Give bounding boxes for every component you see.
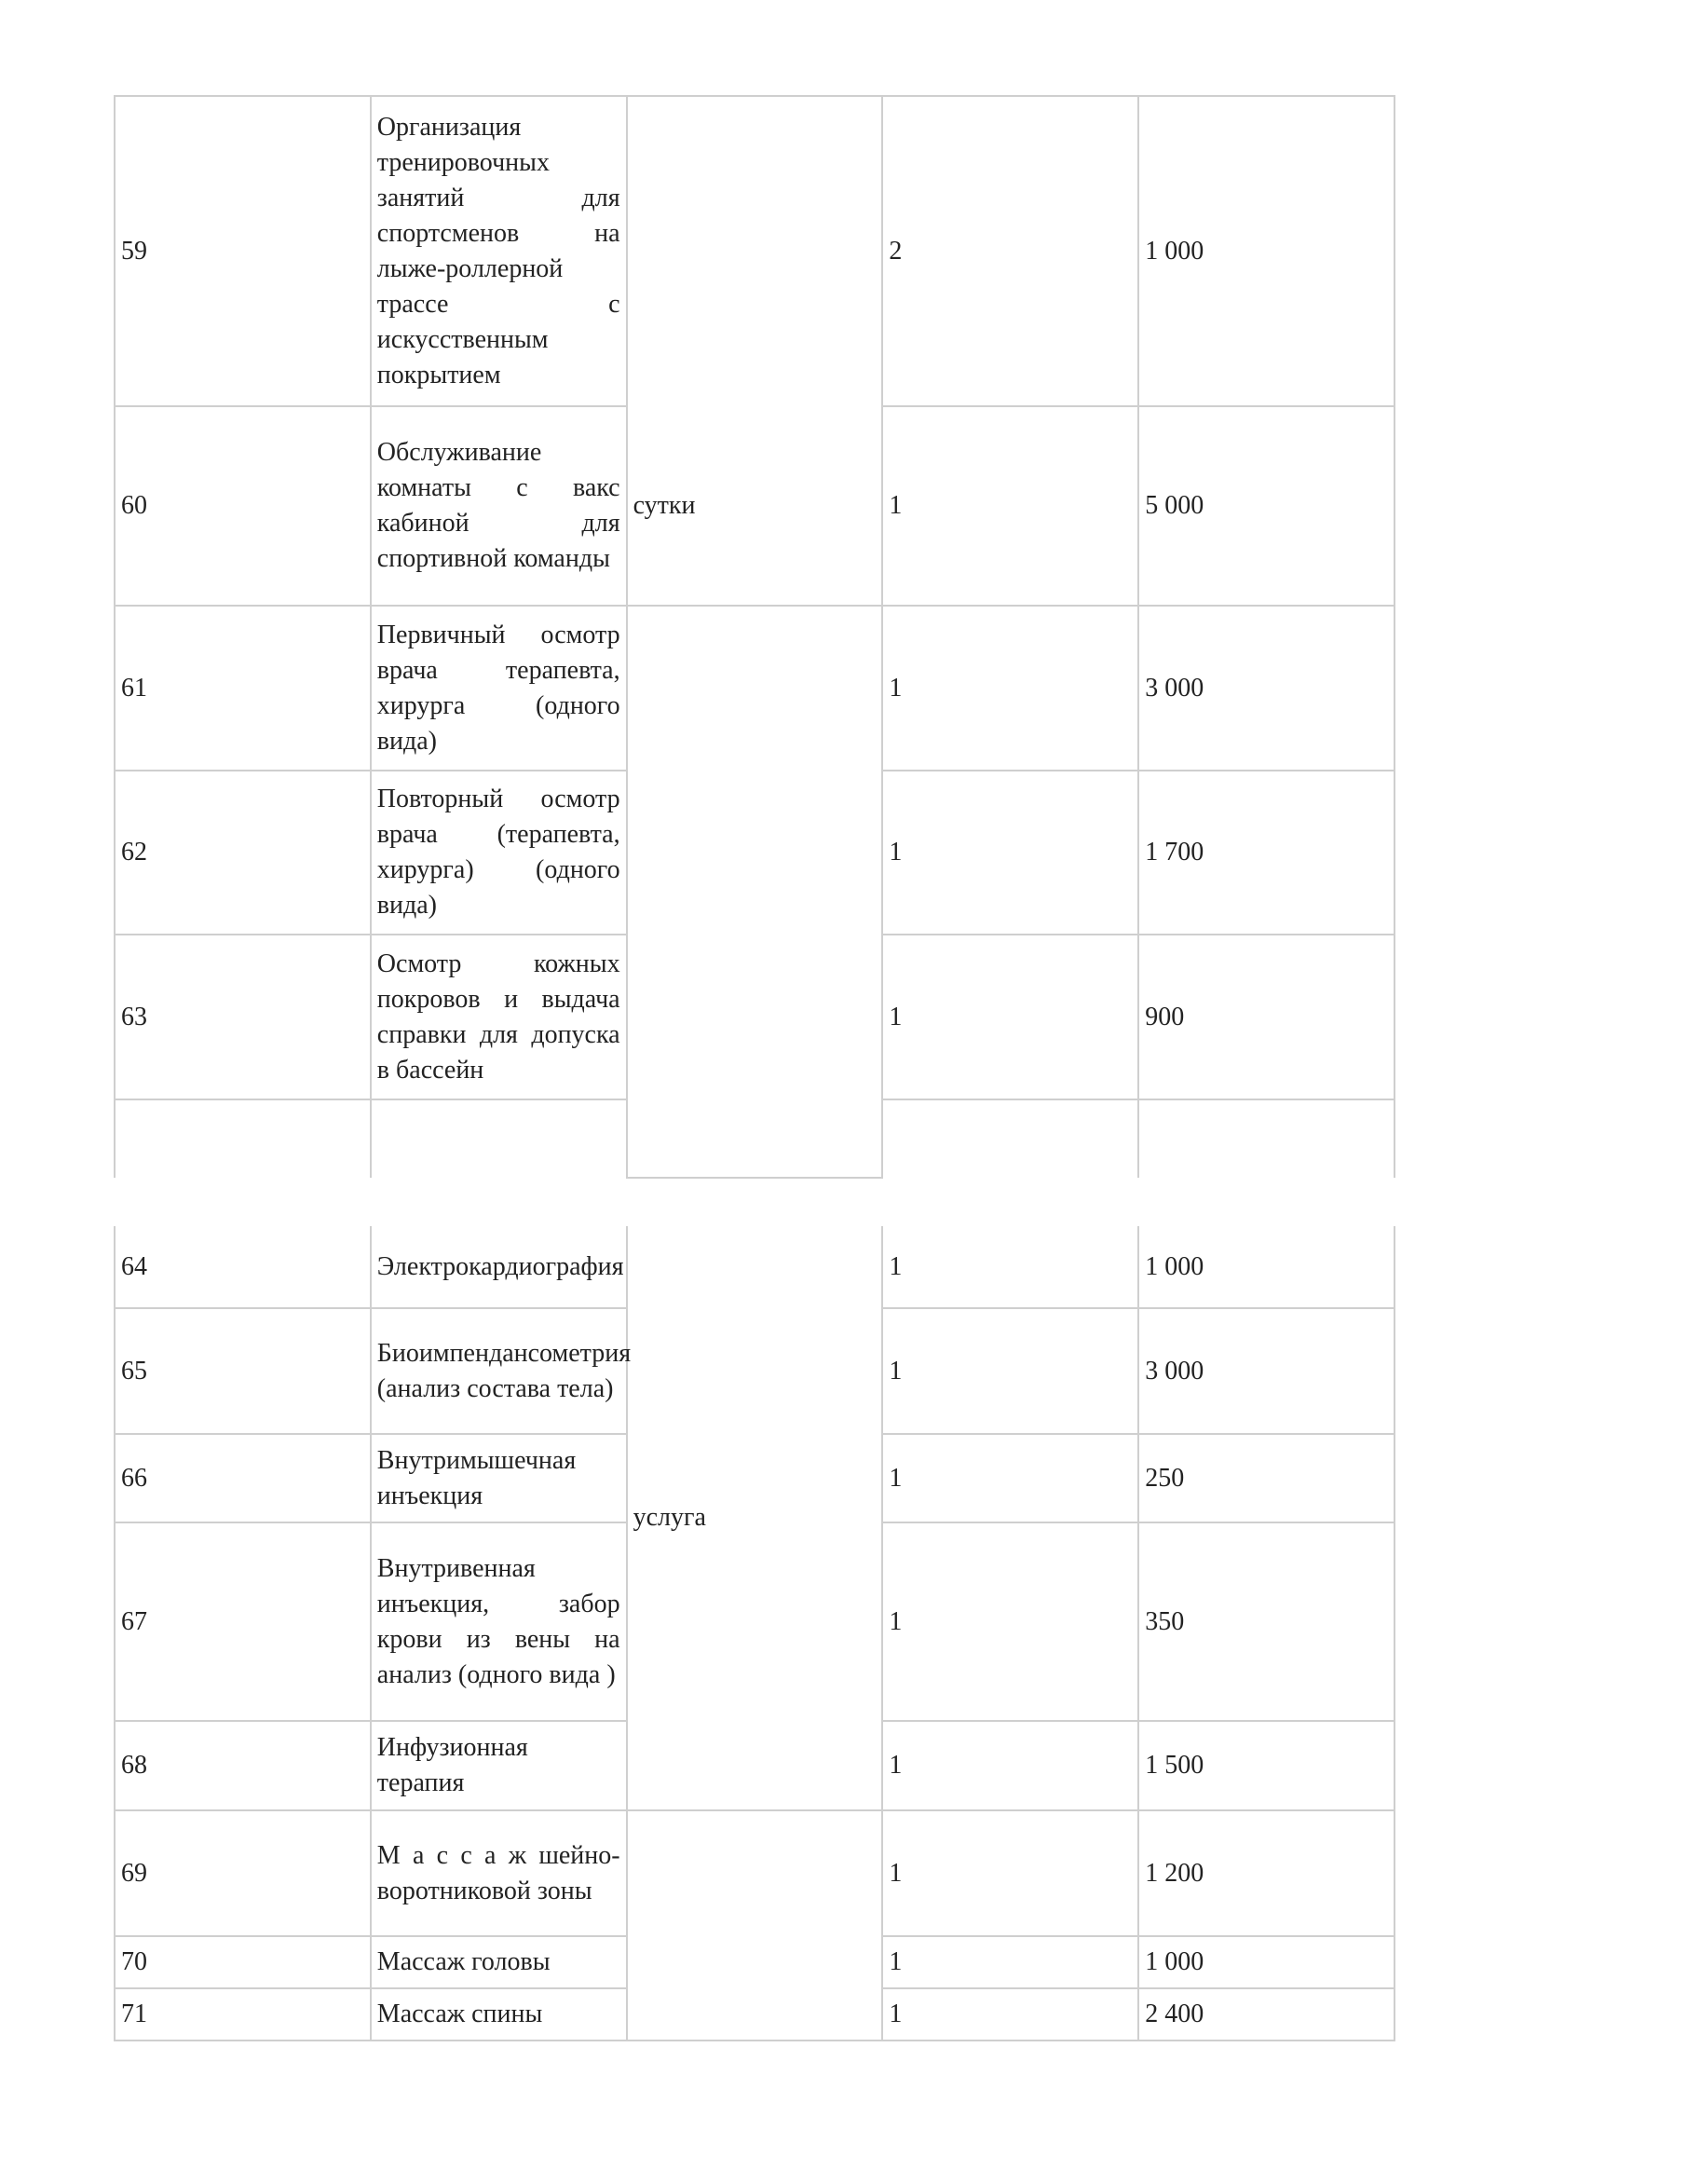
unit-cell: сутки — [627, 406, 883, 606]
quantity-cell: 1 — [882, 1434, 1138, 1522]
empty-cell — [371, 1099, 627, 1178]
row-number: 60 — [115, 406, 371, 606]
quantity-cell: 1 — [882, 1522, 1138, 1721]
quantity-cell: 1 — [882, 606, 1138, 771]
service-name: Повторный осмотр врача (терапевта, хирурга) (одного вида) — [371, 771, 627, 935]
row-number: 68 — [115, 1721, 371, 1810]
price-cell: 350 — [1138, 1522, 1394, 1721]
price-cell: 1 000 — [1138, 96, 1394, 406]
price-cell: 1 200 — [1138, 1810, 1394, 1936]
row-number: 59 — [115, 96, 371, 406]
price-cell: 5 000 — [1138, 406, 1394, 606]
row-number: 70 — [115, 1936, 371, 1988]
service-name: Массаж головы — [371, 1936, 627, 1988]
service-name: Инфузионная терапия — [371, 1721, 627, 1810]
price-table-part-1 — [114, 95, 1395, 1179]
service-name: Обслуживание комнаты с вакс кабиной для спортивной команды — [371, 406, 627, 606]
table-row — [115, 406, 1394, 606]
empty-cell — [1138, 1099, 1394, 1178]
unit-cell: услуга — [627, 1226, 883, 1810]
row-number: 69 — [115, 1810, 371, 1936]
row-number: 63 — [115, 935, 371, 1099]
row-number: 64 — [115, 1226, 371, 1308]
service-name: Организация тренировочных занятий для спортсменов на лыже-роллерной трассе с искусственным покрытием — [371, 96, 627, 406]
quantity-cell: 1 — [882, 406, 1138, 606]
service-name: Первичный осмотр врача терапевта, хирурга (одного вида) — [371, 606, 627, 771]
service-name: Внутривенная инъекция, забор крови из вены на анализ (одного вида ) — [371, 1522, 627, 1721]
quantity-cell: 1 — [882, 1721, 1138, 1810]
price-table-part-2 — [114, 1226, 1395, 2041]
table-row — [115, 96, 1394, 406]
price-cell: 3 000 — [1138, 1308, 1394, 1434]
unit-cell — [627, 606, 883, 1178]
unit-cell — [627, 96, 883, 406]
empty-cell — [882, 1099, 1138, 1178]
table-row — [115, 606, 1394, 771]
row-number: 66 — [115, 1434, 371, 1522]
service-name: Биоимпендансометрия (анализ состава тела) — [371, 1308, 627, 1434]
quantity-cell: 1 — [882, 1226, 1138, 1308]
unit-cell-empty — [627, 1810, 883, 2041]
table-row — [115, 1810, 1394, 1936]
service-name: Электрокардиография — [371, 1226, 627, 1308]
row-number: 65 — [115, 1308, 371, 1434]
row-number: 71 — [115, 1988, 371, 2041]
row-number: 67 — [115, 1522, 371, 1721]
service-name: Внутримышечная инъекция — [371, 1434, 627, 1522]
quantity-cell: 1 — [882, 1810, 1138, 1936]
quantity-cell: 1 — [882, 1936, 1138, 1988]
table-row — [115, 1226, 1394, 1308]
quantity-cell: 1 — [882, 771, 1138, 935]
quantity-cell: 1 — [882, 935, 1138, 1099]
price-cell: 1 000 — [1138, 1226, 1394, 1308]
price-cell: 3 000 — [1138, 606, 1394, 771]
empty-cell — [115, 1099, 371, 1178]
service-name: Осмотр кожных покровов и выдача справки для допуска в бассейн — [371, 935, 627, 1099]
quantity-cell: 2 — [882, 96, 1138, 406]
quantity-cell: 1 — [882, 1308, 1138, 1434]
price-cell: 1 000 — [1138, 1936, 1394, 1988]
price-cell: 1 700 — [1138, 771, 1394, 935]
quantity-cell: 1 — [882, 1988, 1138, 2041]
service-name: М а с с а ж шейно-воротниковой зоны — [371, 1810, 627, 1936]
row-number: 62 — [115, 771, 371, 935]
row-number: 61 — [115, 606, 371, 771]
price-cell: 900 — [1138, 935, 1394, 1099]
service-name: Массаж спины — [371, 1988, 627, 2041]
price-cell: 1 500 — [1138, 1721, 1394, 1810]
price-cell: 2 400 — [1138, 1988, 1394, 2041]
price-cell: 250 — [1138, 1434, 1394, 1522]
